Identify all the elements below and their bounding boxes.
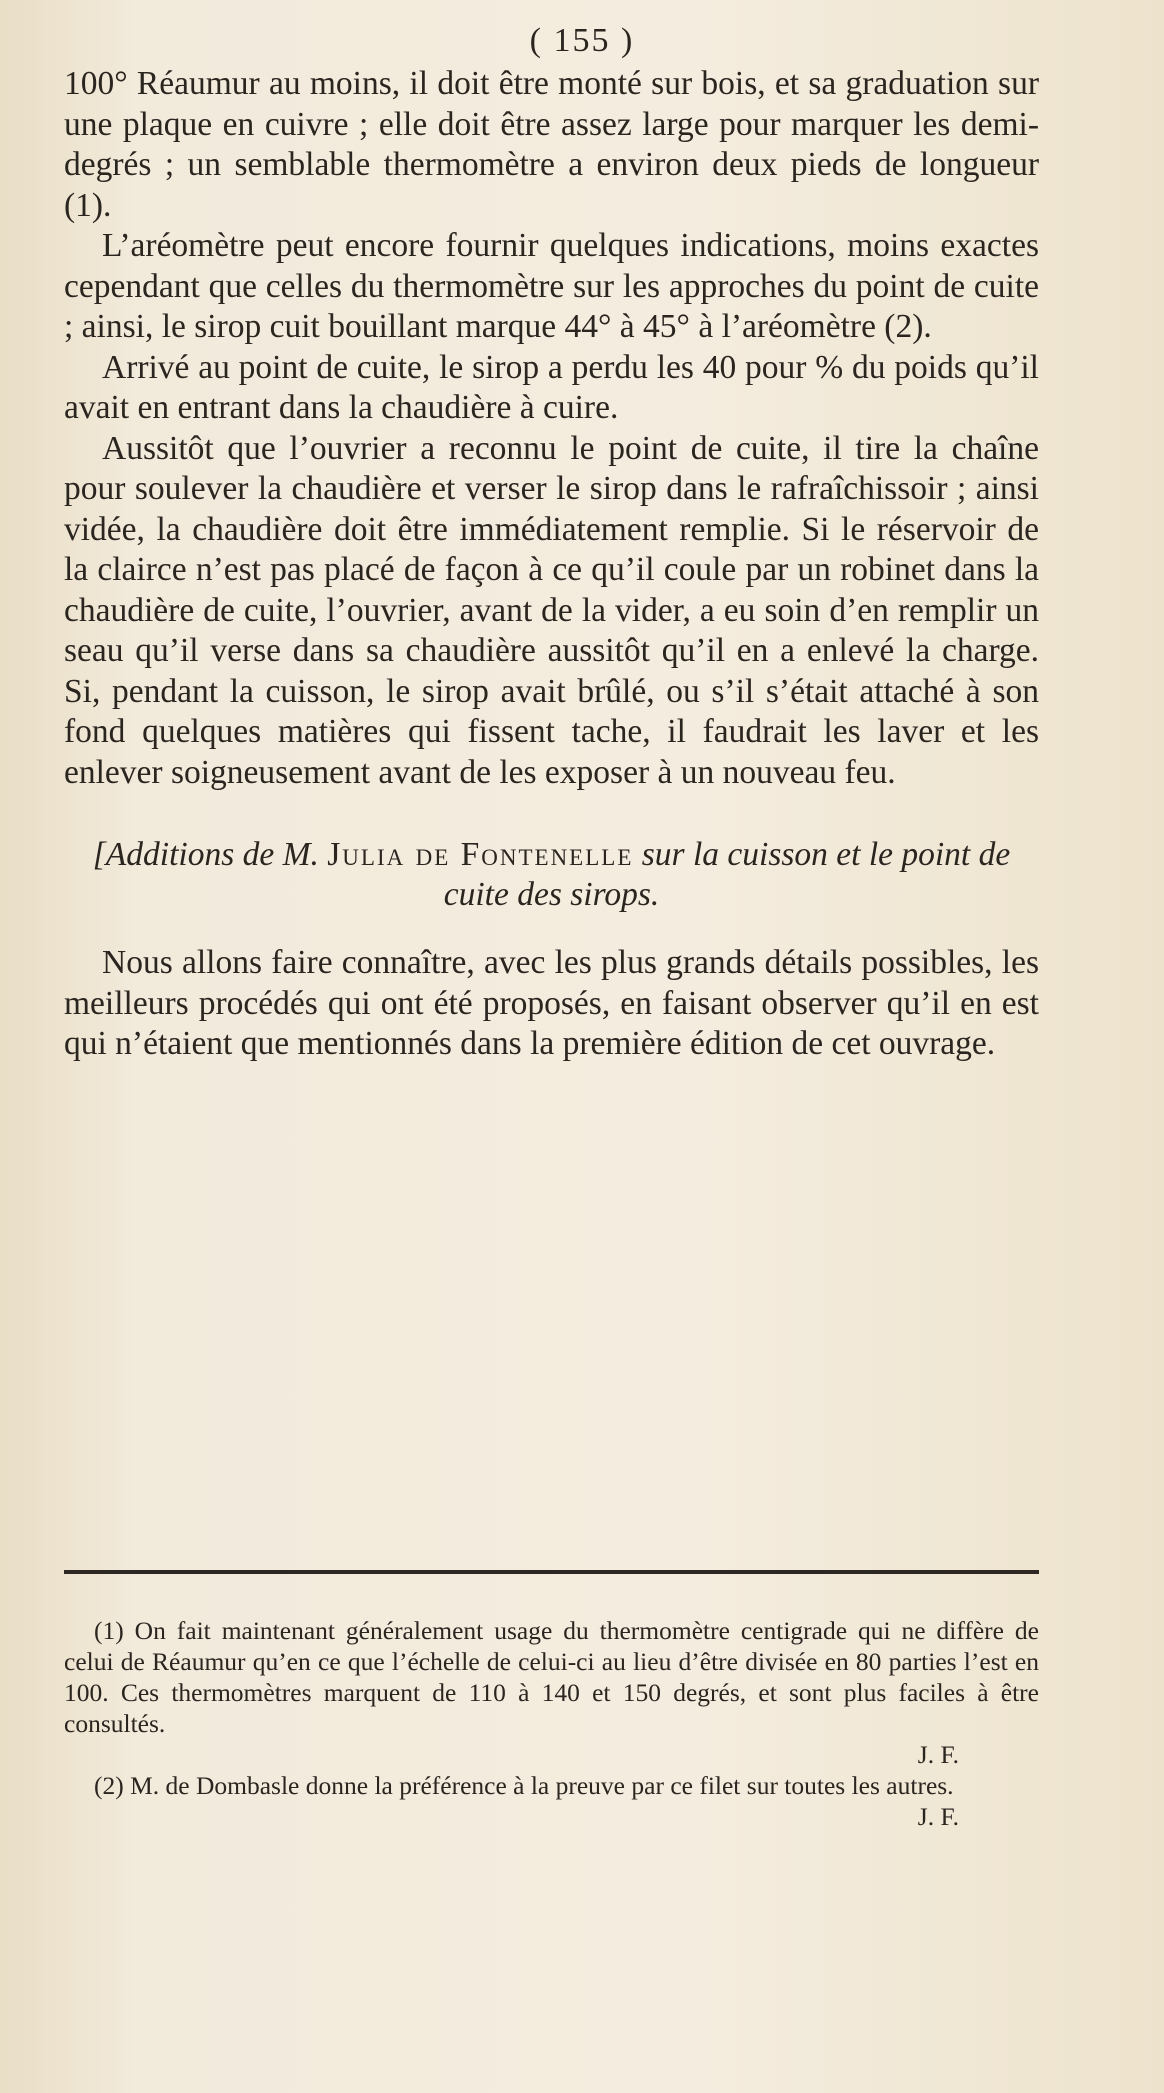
footnote-1-text: (1) On fait maintenant généralement usage du thermomètre centigrade qui ne diffère de celui de Réaumur qu’en ce que l’échelle de celui-ci au lieu d’être divisée en 80 parties l’est en 100. Ces thermomètres marquent de 110 à 140 et 150 degrés, et sont plus faciles à être consultés. xyxy=(64,1616,1039,1738)
paragraph-3: Arrivé au point de cuite, le sirop a perdu les 40 pour % du poids qu’il avait en entrant dans la chaudière à cuire. xyxy=(64,348,1039,426)
paragraph-2: L’aréomètre peut encore fournir quelques indications, moins exactes cependant que celles du thermomètre sur les approches du point de cuite ; ainsi, le sirop cuit bouillant marque 44° à 45° à l’aréomètre (2). xyxy=(64,227,1039,345)
footnote-2-text: (2) M. de Dombasle donne la préférence à la preuve par ce filet sur toutes les autres. xyxy=(94,1771,954,1800)
footnote-divider xyxy=(64,1570,1039,1574)
addition-paragraph: Nous allons faire connaître, avec les plus grands détails possibles, les meilleurs procédés qui ont été proposés, en faisant observer qu’il en est qui n’étaient que mentionnés dans la première édition de cet ouvrage. xyxy=(64,944,1039,1062)
footnotes xyxy=(64,1615,1039,1832)
paragraph-4: Aussitôt que l’ouvrier a reconnu le point de cuite, il tire la chaîne pour soulever la chaudière et verser le sirop dans le rafraîchissoir ; ainsi vidée, la chaudière doit être immédiatement remplie. Si le réservoir de la clairce n’est pas placé de façon à ce qu’il coule par un robinet dans la chaudière de cuite, l’ouvrier, avant de la vider, a eu soin d’en remplir un seau qu’il verse dans sa chaudière aussitôt qu’il en a enlevé la charge. Si, pendant la cuisson, le sirop avait brûlé, ou s’il s’était attaché à son fond quelques matières qui fissent tache, il faudrait les laver et les enlever soigneusement avant de les exposer à un nouveau feu. xyxy=(64,429,1039,791)
footnote-2 xyxy=(64,1770,1039,1832)
footnote-1-signature: J. F. xyxy=(917,1740,959,1769)
paragraph-1: 100° Réaumur au moins, il doit être monté sur bois, et sa graduation sur une plaque en cuivre ; elle doit être assez large pour marquer les demi-degrés ; un semblable thermomètre a environ deux pieds de longueur (1). xyxy=(64,65,1039,224)
footnote-2-signature: J. F. xyxy=(917,1802,959,1831)
addition-heading-prefix: [Additions de M. xyxy=(92,836,328,873)
footnote-1 xyxy=(64,1615,1039,1770)
addition-heading xyxy=(64,835,1039,915)
addition-heading-suffix: sur la cuisson et le point de cuite des sirops. xyxy=(443,836,1011,913)
main-text xyxy=(64,64,1039,1065)
addition-heading-author: Julia de Fontenelle xyxy=(327,836,634,873)
page-number: ( 155 ) xyxy=(529,22,635,59)
